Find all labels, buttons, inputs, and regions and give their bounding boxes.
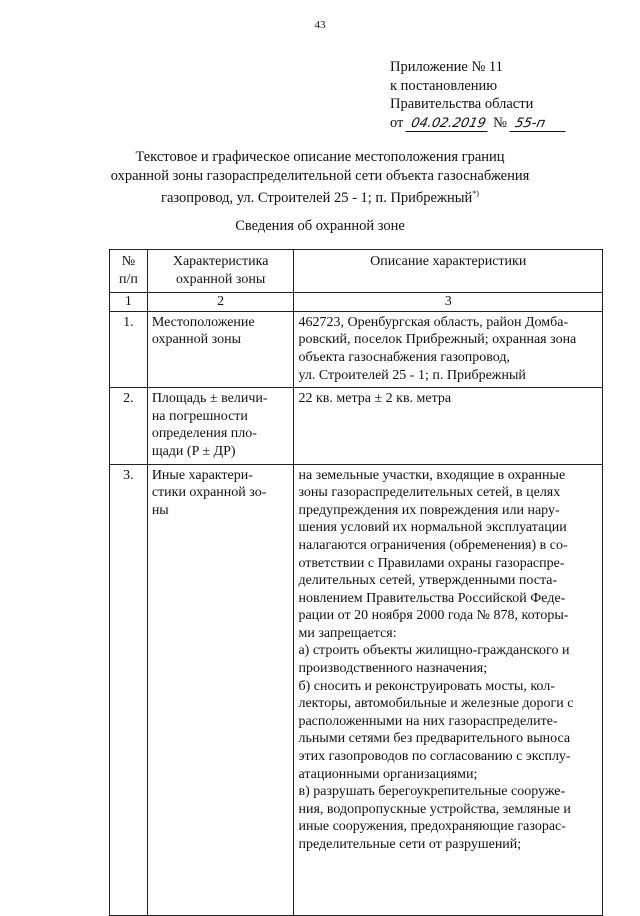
cell-line: лекторы, автомобильные и железные дороги с [298, 696, 574, 712]
cell-line: ул. Строителей 25 - 1; п. Прибрежный [298, 367, 526, 383]
cell-line: ния, водопропускные устройства, земляные и [298, 801, 571, 817]
cell-line: Иные характери- [151, 467, 253, 483]
cell-line: рации от 20 ноября 2000 года № 878, которы- [298, 608, 569, 624]
cell-line: производственного назначения; [298, 661, 488, 677]
page-number: 43 [314, 19, 326, 31]
cell-line: охранной зоны [151, 332, 242, 348]
row-characteristic [147, 388, 294, 464]
cell-line: зоны газораспределительных сетей, в целях [298, 485, 561, 501]
appendix-block [390, 58, 567, 132]
cell-line: в) разрушать берегоукрепительные сооруже- [298, 784, 566, 800]
cell-line: атационными организациями; [298, 766, 478, 782]
header-number [110, 250, 148, 293]
cell-line: определения пло- [151, 426, 257, 442]
cell-line: делительных сетей, утвержденными поста- [298, 573, 558, 589]
footnote-mark: *) [472, 189, 479, 198]
cell-line: ответствии с Правилами охраны газораспре- [298, 555, 565, 571]
cell-line: новлением Правительства Российской Феде- [298, 590, 566, 606]
table-row [110, 311, 603, 387]
table-header-row [110, 250, 603, 293]
appendix-issuer: Правительства области [390, 96, 534, 112]
row-characteristic [147, 464, 294, 915]
row-description [294, 388, 603, 464]
date-prefix: от [390, 114, 404, 131]
title-line-text: газопровод, ул. Строителей 25 - 1; п. Прибрежный [161, 189, 473, 206]
appendix-title: Приложение № 11 [390, 59, 503, 75]
number-prefix: № [493, 114, 507, 131]
cell-line: щади (P ± ДР) [151, 443, 236, 459]
row-number: 1. [110, 311, 148, 387]
header-characteristic [147, 250, 294, 293]
cell-line: этих газопроводов по согласованию с эксплу- [298, 749, 571, 765]
cell-line: на земельные участки, входящие в охранные [298, 467, 566, 483]
title-line [90, 185, 550, 207]
header-description: Описание характеристики [294, 250, 603, 293]
cell-line: расположенными на них газораспределите- [298, 713, 558, 729]
table-row [110, 464, 603, 915]
row-characteristic [147, 311, 294, 387]
handwritten-date: 04.02.2019 [405, 117, 491, 132]
cell-line: а) строить объекты жилищно-гражданского и [298, 643, 570, 659]
cell-line: объекта газоснабжения газопровод, [298, 349, 511, 365]
document-title [90, 148, 550, 207]
row-number: 3. [110, 464, 148, 915]
cell-line: ровский, поселок Прибрежный; охранная зона [298, 332, 577, 348]
header-number-line: № [121, 254, 136, 269]
section-heading: Сведения об охранной зоне [235, 218, 405, 234]
table-index-row [110, 293, 603, 312]
cell-line: на погрешности [151, 408, 248, 424]
appendix-reference: к постановлению [390, 77, 498, 94]
index-cell: 1 [110, 293, 148, 312]
cell-line: 462723, Оренбургская область, район Домба- [298, 314, 569, 330]
cell-line: предупреждения их повреждения или нару- [298, 502, 560, 518]
cell-line: стики охранной зо- [151, 485, 267, 501]
cell-line: Местоположение [151, 314, 255, 330]
header-characteristic-line: Характеристика [172, 254, 269, 269]
title-line: охранной зоны газораспределительной сети объекта газоснабжения [110, 167, 530, 184]
row-description [294, 464, 603, 915]
cell-line: шения условий их нормальной эксплуатации [298, 520, 567, 536]
index-cell: 3 [294, 293, 603, 312]
cell-line: иные сооружения, предохраняющие газорас- [298, 819, 566, 835]
cell-line: б) сносить и реконструировать мосты, кол- [298, 678, 555, 694]
protection-zone-table [109, 249, 603, 916]
cell-line: ны [151, 502, 169, 518]
cell-line: ми запрещается: [298, 625, 397, 641]
index-cell: 2 [147, 293, 294, 312]
cell-line: льными сетями без предварительного выноса [298, 731, 571, 747]
row-number: 2. [110, 388, 148, 464]
title-line: Текстовое и графическое описание местоположения границ [135, 149, 505, 165]
handwritten-number: 55-п [509, 117, 568, 132]
cell-line: пределительные сети от разрушений; [298, 837, 522, 852]
header-number-line: п/п [118, 271, 138, 287]
row-description [294, 311, 603, 387]
cell-line: налагаются ограничения (обременения) в со- [298, 537, 568, 553]
cell-line: Площадь ± величи- [151, 391, 268, 407]
header-characteristic-line: охранной зоны [176, 271, 266, 287]
cell-line: 22 кв. метра ± 2 кв. метра [298, 391, 452, 407]
table-row [110, 388, 603, 464]
appendix-date-line [390, 114, 567, 133]
